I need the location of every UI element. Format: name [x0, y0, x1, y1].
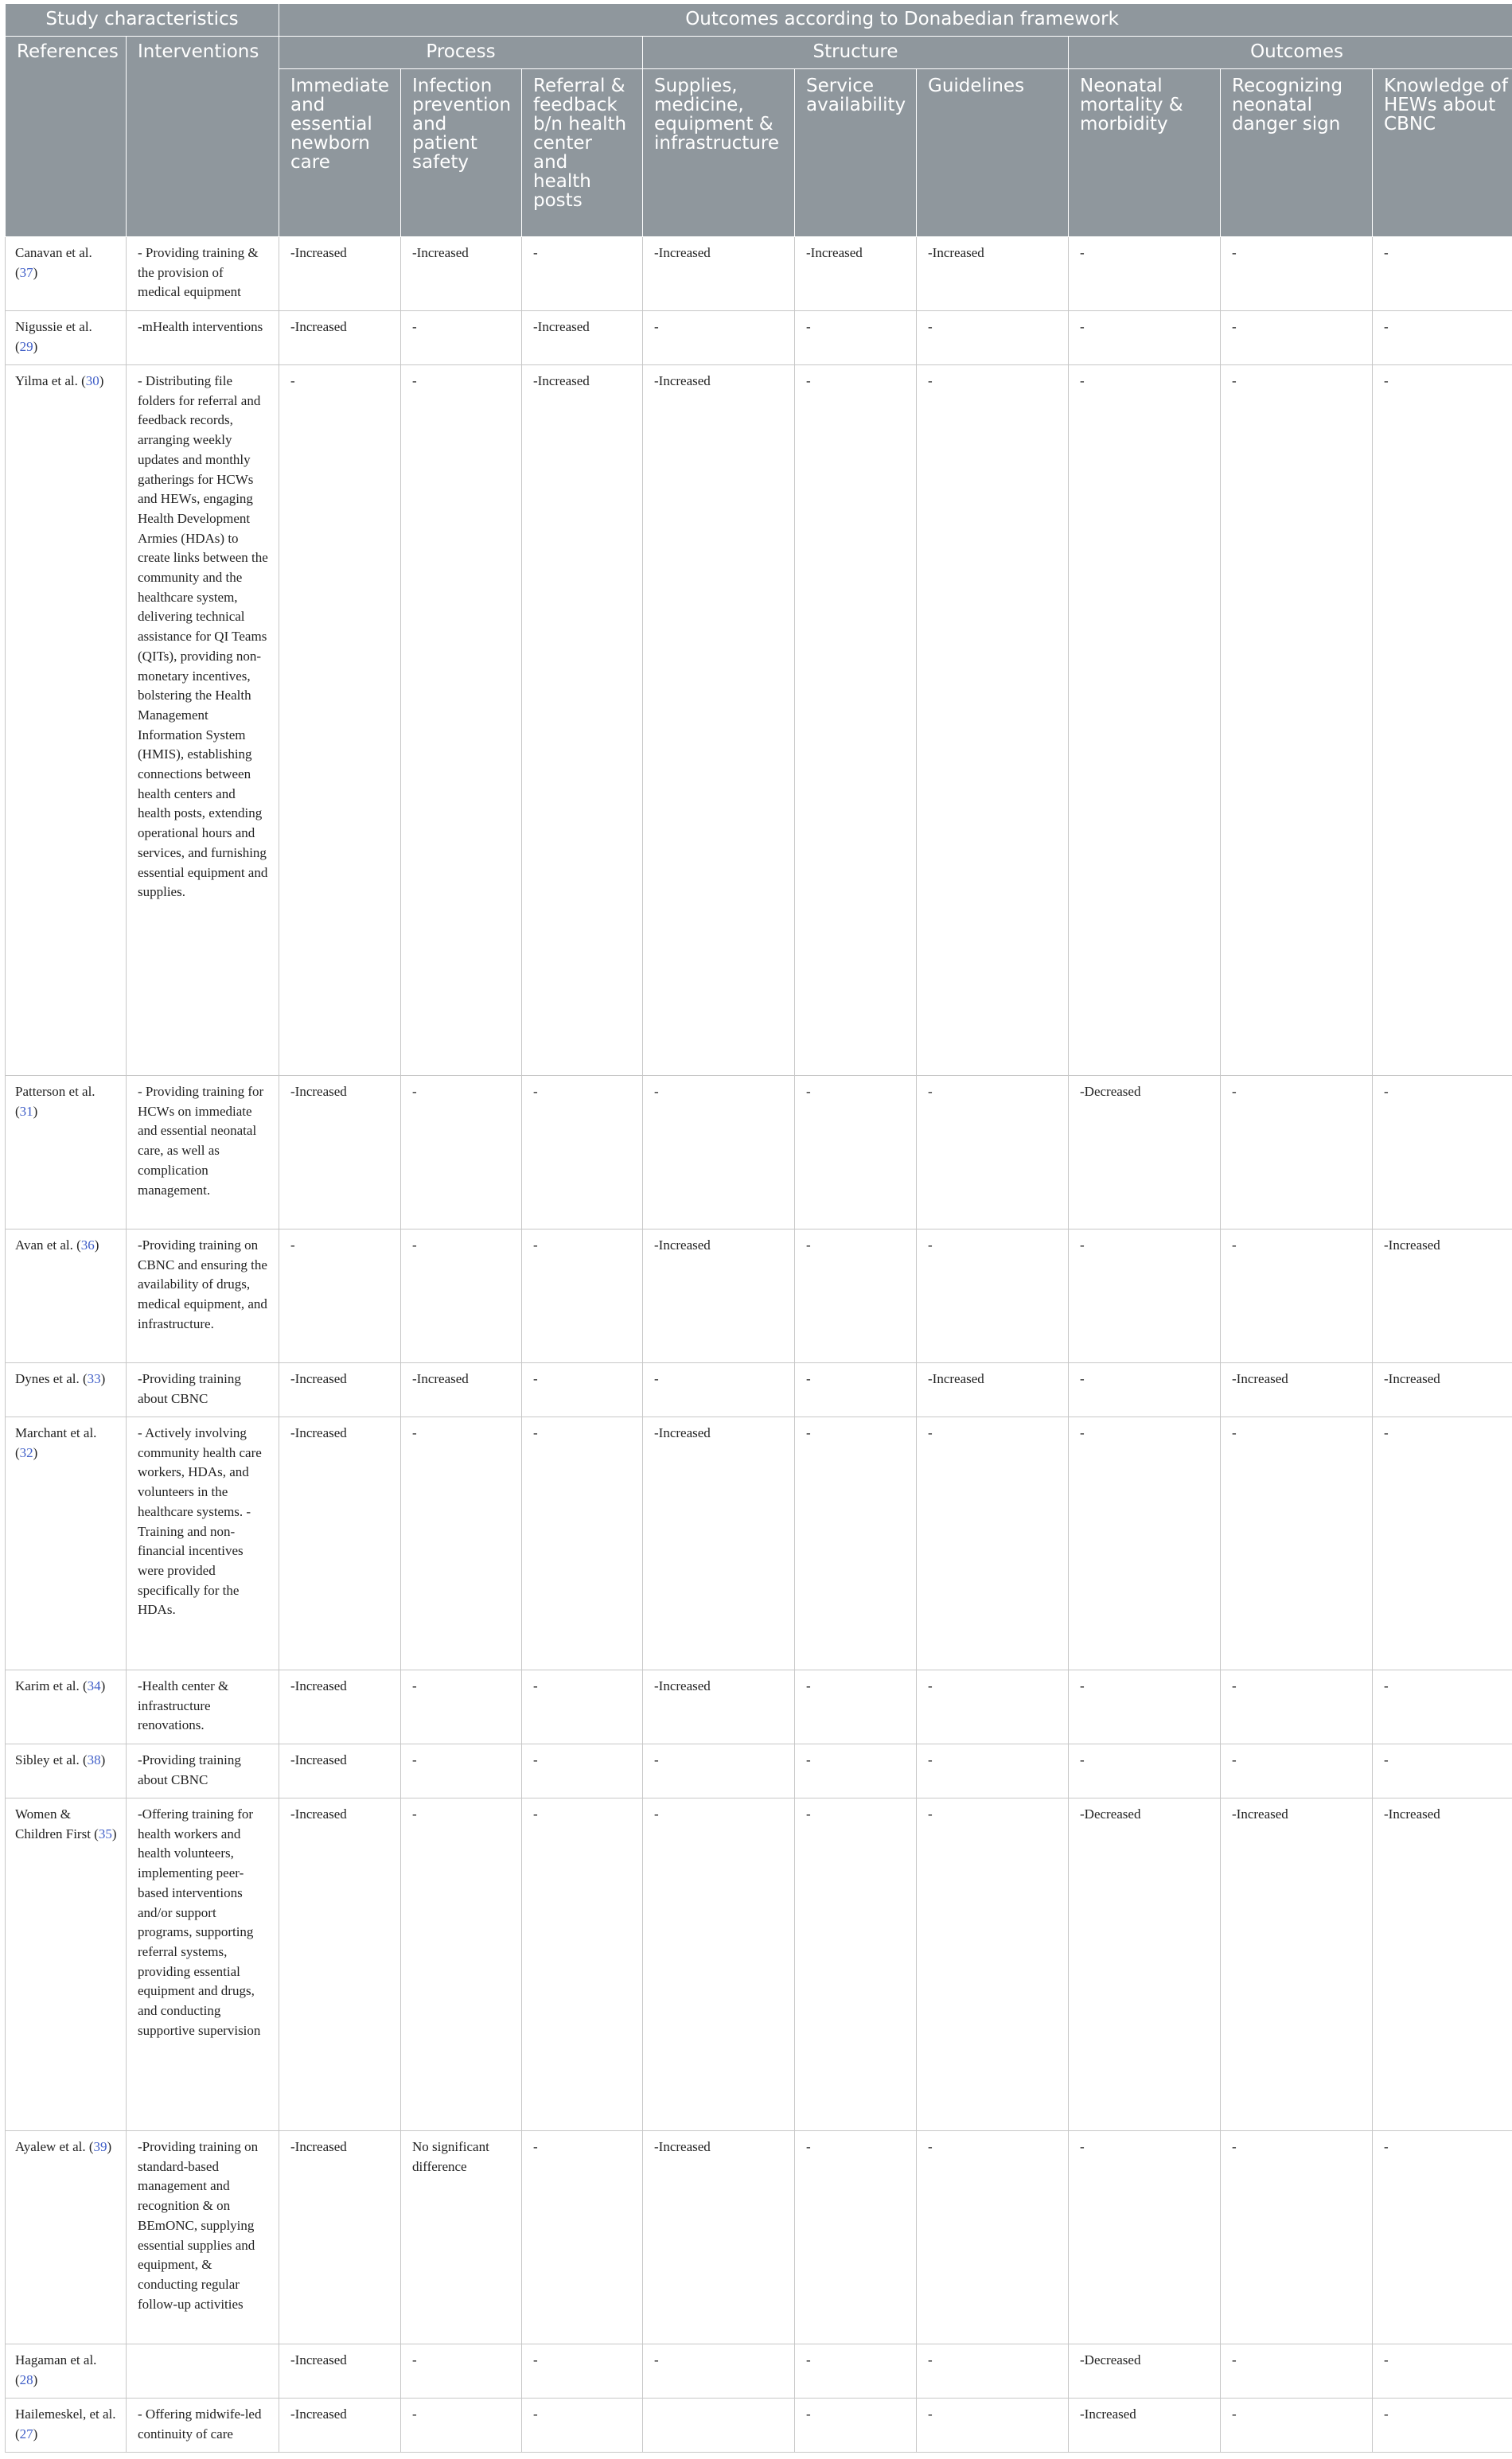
table-row — [6, 1670, 1512, 1744]
outcome-cell: - — [643, 1076, 795, 1230]
reference-cell: Women & Children First (35) — [6, 1798, 127, 2131]
outcome-cell: - — [1373, 1744, 1512, 1798]
outcome-cell: - — [522, 1744, 643, 1798]
outcome-cell: - — [917, 2399, 1069, 2453]
citation-link[interactable]: 37 — [19, 264, 33, 280]
reference-cell: Marchant et al. (32) — [6, 1417, 127, 1670]
intervention-cell: -Health center & infrastructure renovations. — [127, 1670, 279, 1744]
outcome-cell: - — [401, 1670, 522, 1744]
outcome-cell: - — [1373, 2344, 1512, 2399]
reference-author: Women & Children First — [15, 1806, 91, 1841]
intervention-cell: - Distributing file folders for referral and feedback records, arranging weekly updates and monthly gatherings for HCWs and HEWs, engaging Health Development Armies (HDAs) to create links between the community and the healthcare system, delivering technical assistance for QI Teams (QITs), providing non-monetary incentives, bolstering the Health Management Information System (HMIS), establishing connections between health centers and health posts, extending operational hours and services, and furnishing essential equipment and supplies. — [127, 365, 279, 1076]
outcome-cell: - — [1069, 1417, 1221, 1670]
outcome-cell: -Increased — [917, 237, 1069, 311]
outcome-cell: -Increased — [643, 365, 795, 1076]
table-row — [6, 1417, 1512, 1670]
column-header: Immediate and essential newborn care — [279, 69, 401, 237]
intervention-cell: -Offering training for health workers and health volunteers, implementing peer-based interventions and/or support programs, supporting referral systems, providing essential equipment and drugs, and conducting supportive supervision — [127, 1798, 279, 2131]
outcome-cell: -Increased — [279, 2344, 401, 2399]
outcome-cell: - — [1373, 1670, 1512, 1744]
outcome-cell: - — [643, 1363, 795, 1417]
outcome-cell: -Increased — [279, 2399, 401, 2453]
table-row — [6, 1798, 1512, 2131]
outcome-cell: - — [401, 365, 522, 1076]
outcome-cell: - — [522, 1076, 643, 1230]
reference-author: Dynes et al. — [15, 1371, 80, 1386]
intervention-cell: - Providing training & the provision of medical equipment — [127, 237, 279, 311]
reference-cell: Dynes et al. (33) — [6, 1363, 127, 1417]
outcome-cell: - — [1069, 1670, 1221, 1744]
outcome-cell: - — [522, 2131, 643, 2344]
interventions-header: Interventions — [127, 37, 279, 237]
outcome-cell: - — [1221, 1670, 1373, 1744]
outcome-cell: - — [1373, 311, 1512, 365]
reference-cell: Yilma et al. (30) — [6, 365, 127, 1076]
intervention-cell — [127, 2344, 279, 2399]
outcome-cell: - — [1069, 2131, 1221, 2344]
column-header: Infection prevention and patient safety — [401, 69, 522, 237]
outcome-cell: - — [1221, 1417, 1373, 1670]
column-header: Guidelines — [917, 69, 1069, 237]
outcome-cell: - — [401, 1798, 522, 2131]
outcome-cell: - — [1069, 1363, 1221, 1417]
outcome-cell: -Increased — [279, 237, 401, 311]
evidence-table-container — [5, 3, 1512, 2453]
outcome-cell: -Increased — [401, 237, 522, 311]
table-row — [6, 311, 1512, 365]
outcome-cell: -Increased — [1373, 1230, 1512, 1363]
outcome-cell: - — [917, 1670, 1069, 1744]
outcome-cell: - — [1221, 2131, 1373, 2344]
intervention-cell: - Actively involving community health care workers, HDAs, and volunteers in the healthcare systems. -Training and non-financial incentives were provided specifically for the HDAs. — [127, 1417, 279, 1670]
outcome-cell: -Increased — [401, 1363, 522, 1417]
citation-link[interactable]: 31 — [19, 1103, 33, 1119]
outcome-cell: - — [522, 1363, 643, 1417]
citation-link[interactable]: 35 — [98, 1826, 112, 1841]
outcome-cell: -Decreased — [1069, 2344, 1221, 2399]
outcome-cell: -Increased — [279, 1670, 401, 1744]
reference-cell: Avan et al. (36) — [6, 1230, 127, 1363]
outcome-cell: -Decreased — [1069, 1076, 1221, 1230]
reference-cell: Canavan et al. (37) — [6, 237, 127, 311]
outcome-cell: - — [1221, 237, 1373, 311]
outcome-cell: - — [279, 1230, 401, 1363]
outcome-cell: - — [522, 1670, 643, 1744]
outcome-cell: - — [1069, 1230, 1221, 1363]
outcome-cell: -Increased — [917, 1363, 1069, 1417]
outcome-cell: - — [795, 1230, 917, 1363]
table-row — [6, 2131, 1512, 2344]
outcome-cell: - — [401, 1417, 522, 1670]
outcome-cell: - — [1069, 1744, 1221, 1798]
outcome-cell: -Increased — [1069, 2399, 1221, 2453]
reference-author: Hailemeskel, et al. — [15, 2406, 116, 2422]
outcome-cell: - — [917, 1798, 1069, 2131]
outcome-cell: - — [1373, 2399, 1512, 2453]
table-header — [6, 4, 1512, 237]
outcome-cell: - — [1221, 2344, 1373, 2399]
references-header: References — [6, 37, 127, 237]
outcome-cell: - — [1221, 1230, 1373, 1363]
reference-author: Ayalew et al. — [15, 2139, 86, 2154]
reference-author: Nigussie et al. — [15, 319, 92, 334]
outcome-cell: -Increased — [1373, 1363, 1512, 1417]
outcome-cell — [643, 2399, 795, 2453]
outcomes-group-header: Outcomes — [1069, 37, 1512, 69]
outcome-cell: -Increased — [522, 311, 643, 365]
outcome-cell: - — [795, 1417, 917, 1670]
outcome-cell: - — [522, 2344, 643, 2399]
citation-link[interactable]: 34 — [87, 1678, 101, 1693]
table-body — [6, 237, 1512, 2453]
outcome-cell: No significant difference — [401, 2131, 522, 2344]
outcome-cell: - — [1373, 1076, 1512, 1230]
reference-cell: Nigussie et al. (29) — [6, 311, 127, 365]
outcome-cell: - — [1069, 311, 1221, 365]
outcome-cell: - — [643, 1744, 795, 1798]
column-header: Supplies, medicine, equipment & infrastructure — [643, 69, 795, 237]
reference-cell: Patterson et al. (31) — [6, 1076, 127, 1230]
outcome-cell: - — [643, 1798, 795, 2131]
citation-link[interactable]: 29 — [19, 338, 33, 354]
intervention-cell: -Providing training on standard-based management and recognition & on BEmONC, supplying essential supplies and equipment, & conducting regular follow-up activities — [127, 2131, 279, 2344]
outcome-cell: - — [917, 1230, 1069, 1363]
citation-link[interactable]: 32 — [19, 1444, 33, 1460]
citation-link[interactable]: 36 — [80, 1237, 95, 1253]
reference-cell: Karim et al. (34) — [6, 1670, 127, 1744]
outcome-cell: - — [795, 2399, 917, 2453]
table-row — [6, 2344, 1512, 2399]
outcome-cell: - — [1221, 2399, 1373, 2453]
outcome-cell: - — [643, 2344, 795, 2399]
table-row — [6, 1363, 1512, 1417]
outcome-cell: -Increased — [643, 1670, 795, 1744]
outcome-cell: - — [1069, 365, 1221, 1076]
outcome-cell: - — [795, 365, 917, 1076]
table-row — [6, 2399, 1512, 2453]
intervention-cell: - Providing training for HCWs on immediate and essential neonatal care, as well as complication management. — [127, 1076, 279, 1230]
table-row — [6, 1230, 1512, 1363]
outcome-cell: -Increased — [643, 1230, 795, 1363]
outcome-cell: - — [917, 1076, 1069, 1230]
outcome-cell: - — [795, 1076, 917, 1230]
outcome-cell: -Increased — [279, 1744, 401, 1798]
citation-link[interactable]: 38 — [87, 1752, 101, 1767]
outcome-cell: - — [522, 1798, 643, 2131]
reference-cell: Ayalew et al. (39) — [6, 2131, 127, 2344]
outcome-cell: - — [1221, 311, 1373, 365]
outcome-cell: -Increased — [279, 2131, 401, 2344]
outcome-cell: -Increased — [522, 365, 643, 1076]
citation-link[interactable]: 39 — [93, 2139, 107, 2154]
outcome-cell: - — [522, 1417, 643, 1670]
reference-author: Avan et al. — [15, 1237, 73, 1253]
reference-author: Karim et al. — [15, 1678, 80, 1693]
study-characteristics-header: Study characteristics — [6, 4, 279, 37]
citation-link[interactable]: 33 — [87, 1371, 101, 1386]
outcome-cell: -Increased — [1373, 1798, 1512, 2131]
outcome-cell: -Increased — [279, 1798, 401, 2131]
table-row — [6, 1744, 1512, 1798]
outcome-cell: - — [401, 311, 522, 365]
outcome-cell: - — [401, 1076, 522, 1230]
outcome-cell: -Increased — [279, 1417, 401, 1670]
outcome-cell: -Increased — [1221, 1798, 1373, 2131]
process-group-header: Process — [279, 37, 643, 69]
citation-link[interactable]: 27 — [19, 2426, 33, 2441]
column-header: Referral & feedback b/n health center and health posts — [522, 69, 643, 237]
outcome-cell: - — [795, 2131, 917, 2344]
table-row — [6, 365, 1512, 1076]
reference-cell: Hagaman et al. (28) — [6, 2344, 127, 2399]
outcome-cell: - — [795, 311, 917, 365]
outcome-cell: - — [917, 311, 1069, 365]
outcome-cell: - — [917, 2344, 1069, 2399]
outcome-cell: - — [917, 1744, 1069, 1798]
outcome-cell: - — [795, 2344, 917, 2399]
outcome-cell: - — [401, 2399, 522, 2453]
outcome-cell: - — [401, 1230, 522, 1363]
outcome-cell: - — [795, 1798, 917, 2131]
column-header: Knowledge of HEWs about CBNC — [1373, 69, 1512, 237]
outcome-cell: - — [1373, 365, 1512, 1076]
column-header: Neonatal mortality & morbidity — [1069, 69, 1221, 237]
outcome-cell: - — [1221, 365, 1373, 1076]
intervention-cell: -Providing training about CBNC — [127, 1744, 279, 1798]
outcome-cell: -Increased — [643, 2131, 795, 2344]
outcome-cell: - — [522, 237, 643, 311]
intervention-cell: -mHealth interventions — [127, 311, 279, 365]
outcome-cell: - — [1373, 1417, 1512, 1670]
outcome-cell: -Increased — [643, 237, 795, 311]
reference-author: Canavan et al. — [15, 245, 92, 260]
outcome-cell: -Increased — [279, 311, 401, 365]
reference-author: Yilma et al. — [15, 373, 78, 388]
outcome-cell: - — [917, 1417, 1069, 1670]
outcome-cell: - — [1373, 2131, 1512, 2344]
table-row — [6, 237, 1512, 311]
outcome-cell: - — [795, 1744, 917, 1798]
outcome-cell: -Increased — [279, 1363, 401, 1417]
column-header: Recognizing neonatal danger sign — [1221, 69, 1373, 237]
outcome-cell: - — [917, 2131, 1069, 2344]
intervention-cell: - Offering midwife-led continuity of care — [127, 2399, 279, 2453]
intervention-cell: -Providing training on CBNC and ensuring the availability of drugs, medical equipment, and infrastructure. — [127, 1230, 279, 1363]
outcome-cell: - — [643, 311, 795, 365]
column-header: Service availability — [795, 69, 917, 237]
outcome-cell: - — [522, 1230, 643, 1363]
citation-link[interactable]: 28 — [19, 2371, 33, 2387]
outcome-cell: - — [1221, 1744, 1373, 1798]
reference-author: Patterson et al. — [15, 1084, 95, 1099]
outcome-cell: - — [795, 1670, 917, 1744]
outcome-cell: -Decreased — [1069, 1798, 1221, 2131]
outcome-cell: - — [279, 365, 401, 1076]
table-row — [6, 1076, 1512, 1230]
donabedian-outcomes-header: Outcomes according to Donabedian framework — [279, 4, 1512, 37]
outcome-cell: -Increased — [1221, 1363, 1373, 1417]
outcome-cell: -Increased — [279, 1076, 401, 1230]
structure-group-header: Structure — [643, 37, 1069, 69]
donabedian-outcomes-table — [5, 3, 1512, 2453]
outcome-cell: - — [522, 2399, 643, 2453]
reference-author: Marchant et al. — [15, 1425, 97, 1440]
outcome-cell: - — [1069, 237, 1221, 311]
outcome-cell: -Increased — [795, 237, 917, 311]
outcome-cell: - — [917, 365, 1069, 1076]
outcome-cell: - — [1221, 1076, 1373, 1230]
intervention-cell: -Providing training about CBNC — [127, 1363, 279, 1417]
outcome-cell: - — [401, 1744, 522, 1798]
outcome-cell: - — [401, 2344, 522, 2399]
outcome-cell: - — [1373, 237, 1512, 311]
reference-author: Hagaman et al. — [15, 2352, 97, 2367]
reference-author: Sibley et al. — [15, 1752, 80, 1767]
outcome-cell: - — [795, 1363, 917, 1417]
outcome-cell: -Increased — [643, 1417, 795, 1670]
citation-link[interactable]: 30 — [85, 373, 99, 388]
reference-cell: Sibley et al. (38) — [6, 1744, 127, 1798]
reference-cell: Hailemeskel, et al. (27) — [6, 2399, 127, 2453]
